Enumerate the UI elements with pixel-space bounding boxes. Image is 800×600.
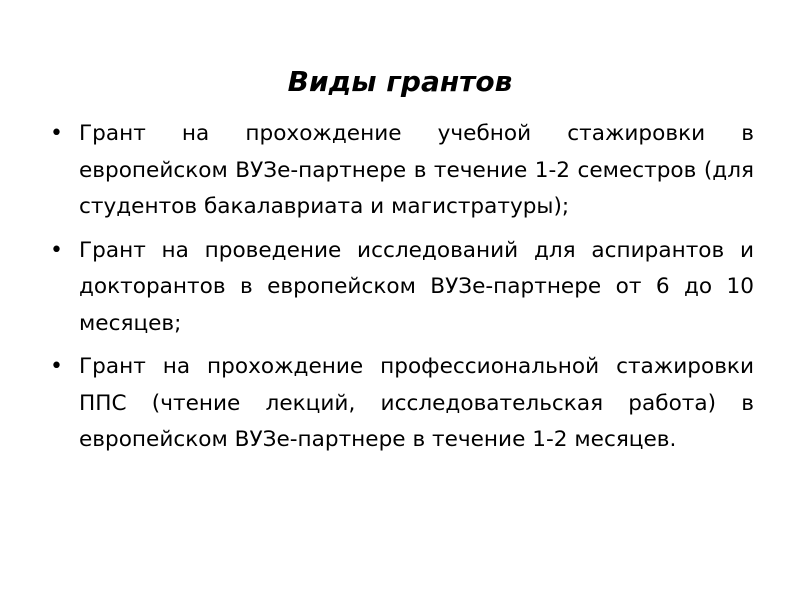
bullet-marker: •	[50, 121, 63, 146]
bullet-text: Грант на прохождение учебной стажировки в европейском ВУЗе-партнере в течение 1-2 семестров (для студентов бакалавриата и магистратуры);	[79, 121, 754, 219]
bullet-list	[48, 116, 754, 466]
slide-title: Виды грантов	[287, 65, 513, 98]
bullet-marker: •	[50, 354, 63, 379]
bullet-text: Грант на прохождение профессиональной стажировки ППС (чтение лекций, исследовательская работа) в европейском ВУЗе-партнере в течение 1-2 месяцев.	[79, 354, 754, 452]
bullet-item-faculty-internship	[48, 349, 754, 459]
bullet-item-research-grant	[48, 233, 754, 343]
bullet-text: Грант на проведение исследований для аспирантов и докторантов в европейском ВУЗе-партнере от 6 до 10 месяцев;	[79, 237, 754, 336]
bullet-item-student-internship	[48, 116, 754, 226]
bullet-marker: •	[50, 237, 63, 263]
